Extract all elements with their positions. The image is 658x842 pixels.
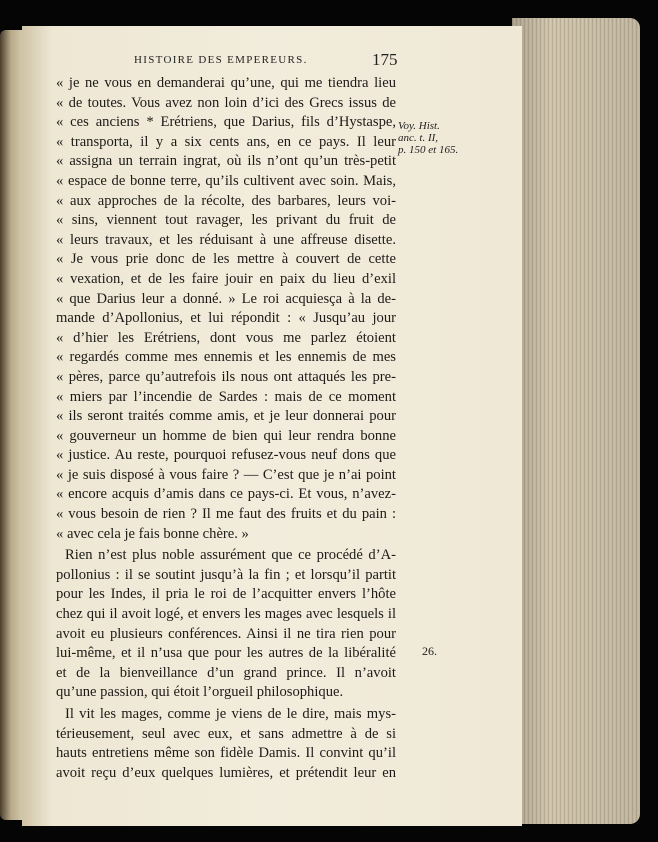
text-line: lui-même, et il n’usa que pour les autres de la libéralité (56, 645, 396, 662)
body-text (56, 74, 396, 783)
text-line: « d’hier les Erétriens, dont vous me parlez étoient (56, 329, 396, 346)
page-number: 175 (372, 50, 398, 69)
text-line: hauts entretiens même son fidèle Damis. Il convint qu’il (56, 745, 396, 762)
text-line: « gouverneur un homme de bien qui leur rendra bonne (56, 427, 396, 444)
left-page-edge (0, 30, 24, 820)
text-line: « ces anciens * Erétriens, que Darius, fils d’Hystaspe, (56, 114, 396, 131)
text-line: « avec cela je fais bonne chère. » (56, 525, 249, 542)
margin-section-number: 26. (422, 644, 437, 658)
running-head: HISTOIRE DES EMPEREURS. (134, 54, 308, 66)
text-line: pollonius : il se soutint jusqu’à la fin ; et lorsqu’il partit (56, 566, 396, 583)
margin-note-line: Voy. Hist. (398, 120, 440, 132)
text-line: pour les Indes, il pria le roi de l’acquitter envers l’hôte (56, 586, 396, 603)
text-line: « Je vous prie donc de les mettre à couvert de cette (56, 251, 396, 268)
text-line: « je ne vous en demanderai qu’une, qui me tiendra lieu (56, 75, 396, 91)
text-line: « justice. Au reste, pourquoi refusez-vous neuf dons que (56, 447, 396, 464)
text-line: « je suis disposé à vous faire ? — C’est que je n’ai point (56, 466, 396, 483)
text-line: « de toutes. Vous avez non loin d’ici des Grecs issus de (56, 94, 396, 111)
text-line: « encore acquis d’amis dans ce pays-ci. Et vous, n’avez- (56, 486, 396, 503)
text-line: « miers par l’incendie de Sardes : mais de ce moment (56, 388, 396, 405)
text-line: « ils seront traités comme amis, et je leur donnerai pour (56, 408, 396, 425)
paragraph-3 (56, 705, 396, 783)
text-line: « transporta, il y a six cents ans, en ce pays. Il leur (56, 133, 396, 150)
text-line: Rien n’est plus noble assurément que ce procédé d’A- (65, 547, 396, 564)
text-line: « leurs travaux, et les réduisant à une affreuse disette. (56, 231, 396, 248)
text-line: avoit eu plusieurs conférences. Ainsi il ne tira rien pour (56, 625, 396, 642)
text-line: chez qui il avoit logé, et envers les mages avec lesquels il (56, 606, 396, 623)
margin-note (398, 120, 468, 156)
text-line: « assigna un terrain ingrat, où ils n’ont qu’un très-petit (56, 153, 396, 170)
page-header (134, 52, 504, 72)
text-line: « espace de bonne terre, qu’ils cultivent avec soin. Mais, (56, 172, 396, 189)
text-line: et de la bienveillance d’un grand prince. Il n’avoit (56, 664, 396, 681)
text-line: « vous besoin de rien ? Il me faut des fruits et du pain : (56, 506, 396, 523)
text-line: Il vit les mages, comme je viens de le dire, mais mys- (65, 706, 396, 722)
text-line: « que Darius leur a donné. » Le roi acquiesça à la de- (56, 290, 396, 307)
text-line: mande d’Apollonius, et lui répondit : « Jusqu’au jour (56, 310, 396, 327)
margin-note-line: anc. t. II, (398, 132, 439, 144)
text-line: « pères, parce qu’autrefois ils nous ont attaqués les pre- (56, 368, 396, 385)
text-line: avoit reçu d’eux quelques lumières, et prétendit leur en (56, 764, 396, 781)
paragraph-2 (56, 546, 396, 703)
text-line: « regardés comme mes ennemis et les ennemis de mes (56, 349, 396, 366)
text-line: « sins, viennent tout ravager, les privant du fruit de (56, 212, 396, 229)
paragraph-1 (56, 74, 396, 544)
text-line: « aux approches de la récolte, des barbares, leurs voi- (56, 192, 396, 209)
text-line: térieusement, seul avec eux, et sans admettre à de si (56, 725, 396, 742)
text-line: « vexation, et de les faire jouir en paix du lieu d’exil (56, 270, 396, 287)
text-line: qu’une passion, qui étoit l’orgueil philosophique. (56, 684, 344, 701)
margin-note-line: p. 150 et 165. (398, 144, 459, 156)
page-block-edge (512, 18, 640, 824)
